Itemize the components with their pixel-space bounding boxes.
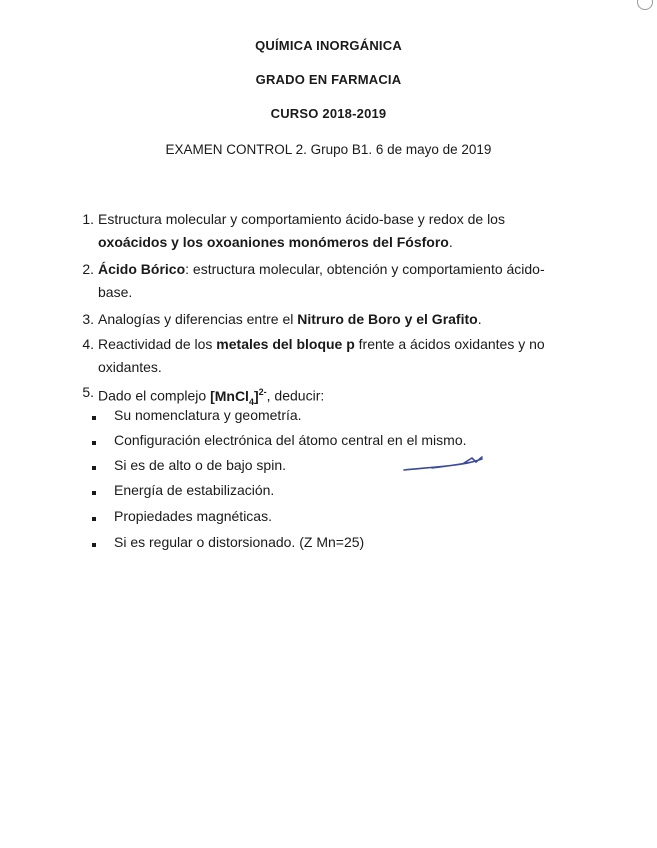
degree-title: GRADO EN FARMACIA xyxy=(255,72,402,87)
question-bold-text: Nitruro de Boro y el Grafito xyxy=(297,311,478,327)
question-text: base. xyxy=(98,284,133,300)
formula-part: ] xyxy=(253,387,259,404)
course-title: QUÍMICA INORGÁNICA xyxy=(255,38,402,53)
bullet-text: Si es regular o distorsionado. (Z Mn=25) xyxy=(114,534,365,550)
question-text: , deducir: xyxy=(266,387,325,404)
bullet-text: Propiedades magnéticas. xyxy=(114,508,272,524)
bullet-icon xyxy=(92,441,96,445)
question-number: 4. xyxy=(82,336,94,352)
question-text: Reactividad de los xyxy=(98,336,217,352)
complex-formula xyxy=(210,387,259,407)
bullet-icon xyxy=(92,466,96,470)
question-text: . xyxy=(448,234,453,250)
bullet-text: Si es de alto o de bajo spin. xyxy=(114,457,287,473)
question-text: . xyxy=(477,311,482,327)
formula-part: [MnCl xyxy=(210,387,249,404)
bullet-text: Su nomenclatura y geometría. xyxy=(114,407,302,423)
question-text: Dado el complejo xyxy=(98,387,211,404)
bullet-text: Configuración electrónica del átomo central en el mismo. xyxy=(114,432,467,448)
formula-subscript: 4 xyxy=(248,396,254,407)
question-text: frente a ácidos oxidantes y no xyxy=(354,336,545,352)
question-text: Analogías y diferencias entre el xyxy=(98,311,298,327)
bullet-text: Energía de estabilización. xyxy=(114,482,275,498)
handwritten-scribble xyxy=(402,456,488,476)
exam-subtitle: EXAMEN CONTROL 2. Grupo B1. 6 de mayo de 2019 xyxy=(165,142,492,157)
question-number: 1. xyxy=(82,211,94,227)
question-number: 2. xyxy=(82,261,94,277)
question-bold-text: oxoácidos y los oxoaniones monómeros del Fósforo xyxy=(98,234,449,250)
bullet-icon xyxy=(92,491,96,495)
question-text: oxidantes. xyxy=(98,359,162,375)
bullet-icon xyxy=(92,416,96,420)
question-bold-text: Ácido Bórico xyxy=(98,261,186,277)
formula-charge: 2- xyxy=(258,387,267,397)
question-number: 5. xyxy=(82,384,94,400)
question-bold-text: metales del bloque p xyxy=(216,336,355,352)
question-text: : estructura molecular, obtención y comportamiento ácido- xyxy=(185,261,545,277)
question-text: Estructura molecular y comportamiento ácido-base y redox de los xyxy=(98,211,505,227)
bullet-icon xyxy=(92,543,96,547)
academic-year: CURSO 2018-2019 xyxy=(270,106,387,121)
question-number: 3. xyxy=(82,311,94,327)
bullet-icon xyxy=(92,517,96,521)
corner-mark xyxy=(637,0,653,10)
